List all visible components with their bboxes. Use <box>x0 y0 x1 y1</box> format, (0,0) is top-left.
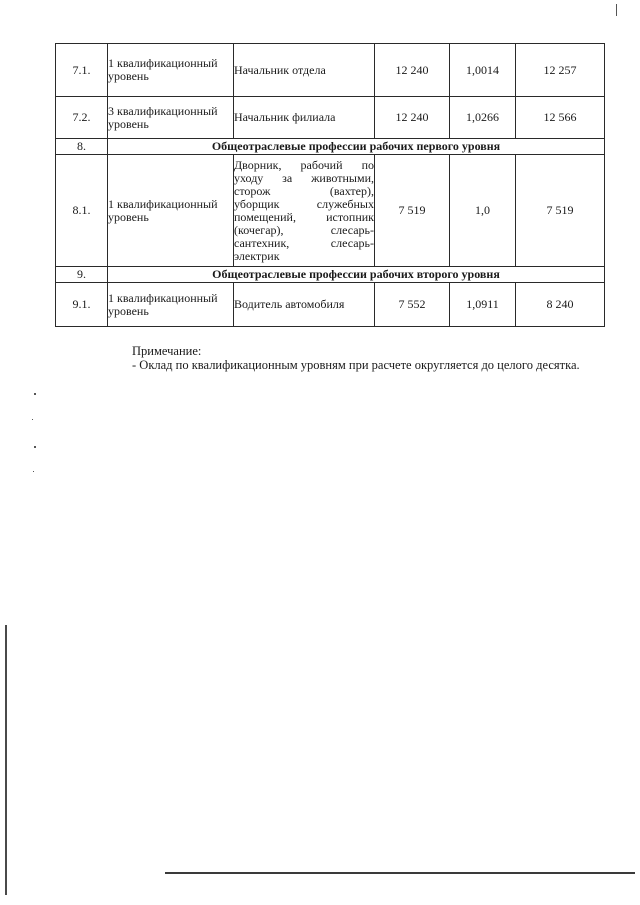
position-line: Дворник, рабочий по <box>234 157 374 172</box>
position-name: Начальник филиала <box>234 97 375 139</box>
bottom-rule <box>165 872 635 874</box>
row-number: 9. <box>56 267 108 283</box>
position-line: уборщик служебных <box>234 196 374 211</box>
row-number: 8. <box>56 139 108 155</box>
coefficient: 1,0014 <box>450 44 516 97</box>
qualification-level: 1 квалификационный уровень <box>108 44 234 97</box>
qualification-level: 3 квалификационный уровень <box>108 97 234 139</box>
position-name: Начальник отдела <box>234 44 375 97</box>
position-name <box>234 155 375 267</box>
scan-speck <box>33 471 34 472</box>
position-line: уходу за животными, <box>234 170 374 185</box>
row-number: 7.2. <box>56 97 108 139</box>
base-salary: 7 519 <box>375 155 450 267</box>
scan-speck <box>32 419 33 420</box>
section-row <box>56 267 605 283</box>
base-salary: 12 240 <box>375 44 450 97</box>
position-line: помещений, истопник <box>234 209 374 224</box>
coefficient: 1,0 <box>450 155 516 267</box>
table-row <box>56 283 605 327</box>
salary-table <box>55 43 605 327</box>
qualification-level: 1 квалификационный уровень <box>108 155 234 267</box>
footnote-text: - Оклад по квалификационным уровням при расчете округляется до целого десятка. <box>132 358 580 372</box>
row-number: 7.1. <box>56 44 108 97</box>
position-line: сантехник, слесарь- <box>234 235 374 250</box>
position-name: Водитель автомобиля <box>234 283 375 327</box>
footnote <box>132 344 580 372</box>
base-salary: 7 552 <box>375 283 450 327</box>
table-row <box>56 44 605 97</box>
scan-speck <box>34 393 36 395</box>
section-title: Общеотраслевые профессии рабочих второго уровня <box>108 267 605 283</box>
position-line: электрик <box>234 248 280 263</box>
total-salary: 12 257 <box>516 44 605 97</box>
section-title: Общеотраслевые профессии рабочих первого уровня <box>108 139 605 155</box>
total-salary: 12 566 <box>516 97 605 139</box>
total-salary: 7 519 <box>516 155 605 267</box>
position-line: (кочегар), слесарь- <box>234 222 374 237</box>
coefficient: 1,0266 <box>450 97 516 139</box>
table-row <box>56 97 605 139</box>
qualification-level: 1 квалификационный уровень <box>108 283 234 327</box>
total-salary: 8 240 <box>516 283 605 327</box>
position-line: сторож (вахтер), <box>234 183 374 198</box>
table-row <box>56 155 605 267</box>
row-number: 8.1. <box>56 155 108 267</box>
base-salary: 12 240 <box>375 97 450 139</box>
coefficient: 1,0911 <box>450 283 516 327</box>
section-row <box>56 139 605 155</box>
scan-speck <box>616 4 617 16</box>
scan-edge <box>5 625 7 895</box>
row-number: 9.1. <box>56 283 108 327</box>
footnote-heading: Примечание: <box>132 344 202 358</box>
scan-speck <box>34 446 36 448</box>
